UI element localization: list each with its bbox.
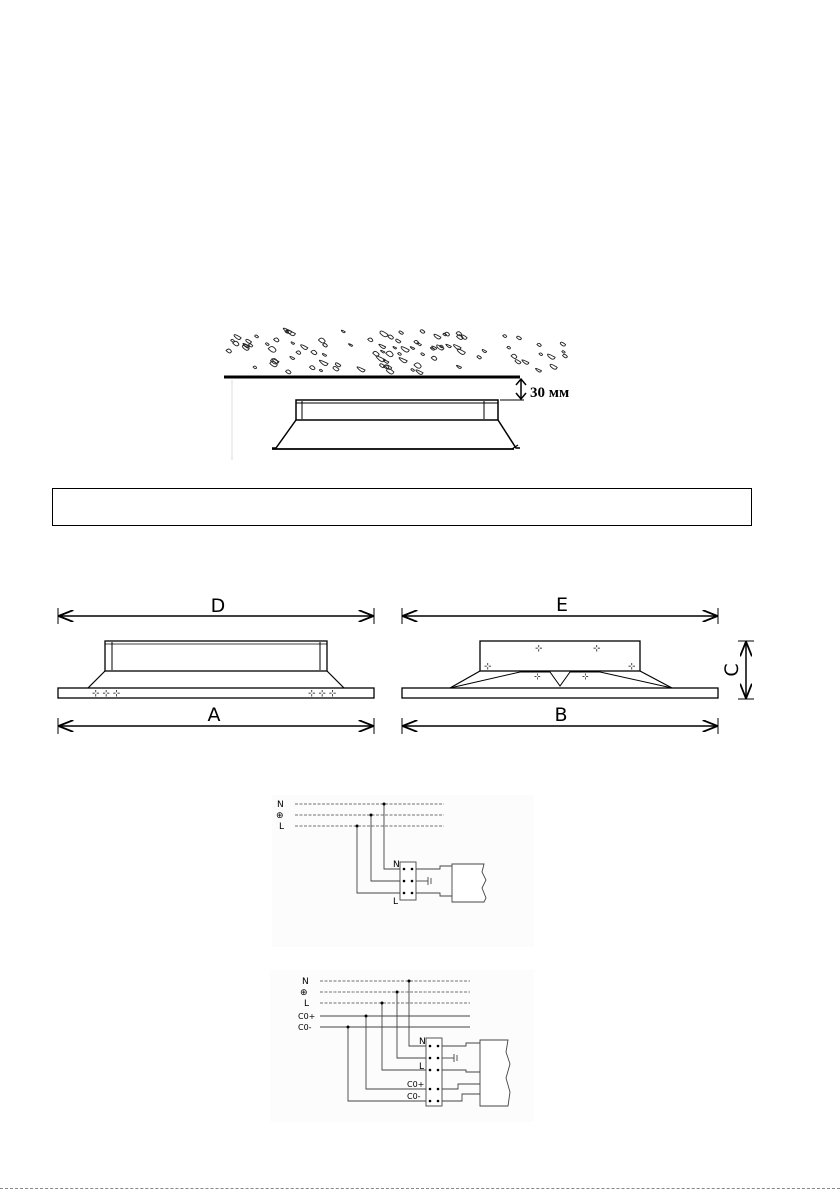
- label-b: B: [554, 704, 568, 726]
- wiring-2-label-n: N: [302, 977, 309, 987]
- wiring-1-label-n: N: [277, 800, 284, 810]
- wiring-2-label-c0plus: C0+: [298, 1012, 316, 1021]
- svg-text:⊹: ⊹: [582, 672, 589, 681]
- wiring-1-label-l: L: [279, 822, 285, 832]
- wiring-1-terminal-n: N: [393, 860, 400, 870]
- svg-text:⊹: ⊹: [593, 644, 601, 654]
- label-d: D: [210, 595, 226, 617]
- svg-text:⊹ ⊹ ⊹: ⊹ ⊹ ⊹: [308, 689, 337, 699]
- wiring-2-terminal-c0plus: C0+: [407, 1080, 425, 1089]
- label-c: C: [721, 663, 743, 677]
- wiring-2-terminal-c0minus: C0-: [407, 1092, 421, 1101]
- wiring-2-driver: [480, 1040, 510, 1106]
- label-e: E: [555, 594, 569, 616]
- clearance-label: 30 мм: [530, 385, 570, 401]
- wiring-2-terminal-l: L: [419, 1062, 425, 1072]
- wiring-1-label-earth: ⊕: [276, 811, 284, 821]
- wiring-2-terminal-n: N: [419, 1037, 426, 1047]
- page-bottom-divider: [0, 1188, 840, 1190]
- wiring-2-label-c0minus: C0-: [298, 1023, 312, 1032]
- svg-text:⊹: ⊹: [535, 644, 543, 654]
- svg-text:⊹: ⊹: [484, 662, 492, 672]
- wiring-2-label-earth: ⊕: [300, 988, 308, 998]
- svg-text:⊹: ⊹: [628, 662, 636, 672]
- wiring-2-label-l: L: [304, 999, 310, 1009]
- wiring-1-terminal-l: L: [393, 897, 399, 907]
- label-a: A: [207, 704, 221, 726]
- svg-text:⊹ ⊹ ⊹: ⊹ ⊹ ⊹: [92, 689, 121, 699]
- svg-text:⊹: ⊹: [534, 672, 541, 681]
